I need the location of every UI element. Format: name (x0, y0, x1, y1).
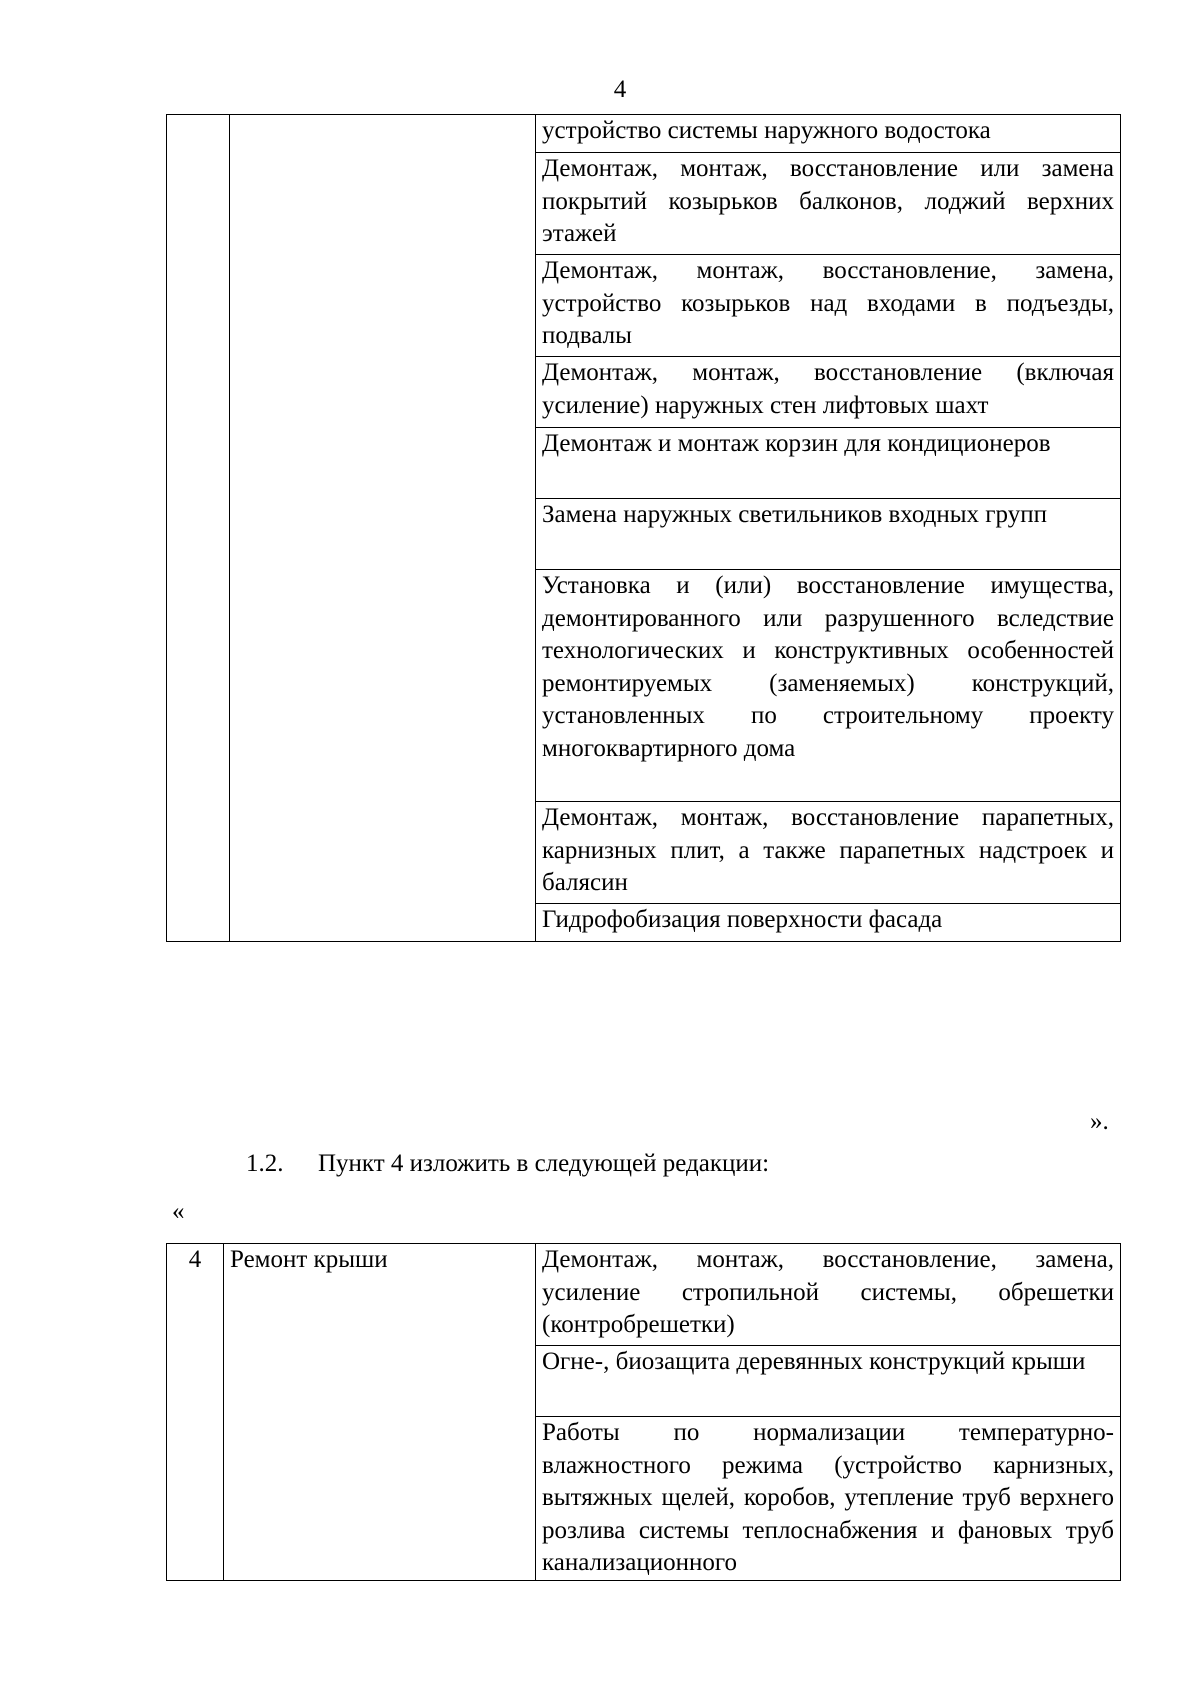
table-row (167, 115, 1121, 153)
work-cell: Демонтаж, монтаж, восстановление или замена покрытий козырьков балконов, лоджий верхних этажей (536, 153, 1121, 255)
work-cell: Огне-, биозащита деревянных конструкций крыши (536, 1346, 1121, 1417)
work-cell: Установка и (или) восстановление имущества, демонтированного или разрушенного вследствие технологических и конструктивных особенностей ремонтируемых (заменяемых) конструкций, установленных по строительному проекту многоквартирного дома (536, 570, 1121, 802)
number-cell (167, 115, 230, 942)
page-number: 4 (613, 76, 627, 103)
work-cell: Демонтаж, монтаж, восстановление (включая усиление) наружных стен лифтовых шахт (536, 357, 1121, 428)
table-row (167, 1244, 1121, 1346)
name-cell (230, 115, 536, 942)
work-cell: Демонтаж, монтаж, восстановление парапетных, карнизных плит, а также парапетных надстроек и балясин (536, 802, 1121, 904)
opening-quote: « (172, 1198, 185, 1225)
clause-paragraph (246, 1148, 769, 1181)
number-cell: 4 (167, 1244, 224, 1581)
work-cell: Демонтаж и монтаж корзин для кондиционеров (536, 428, 1121, 499)
work-cell: Гидрофобизация поверхности фасада (536, 904, 1121, 942)
work-cell: Демонтаж, монтаж, восстановление, замена, устройство козырьков над входами в подъезды, подвалы (536, 255, 1121, 357)
work-cell: Работы по нормализации температурно-влажностного режима (устройство карнизных, вытяжных щелей, коробов, утепление труб верхнего розлива системы теплоснабжения и фановых труб канализационного (536, 1417, 1121, 1581)
work-cell: Замена наружных светильников входных групп (536, 499, 1121, 570)
works-table-continued (166, 114, 1121, 942)
clause-number: 1.2. (246, 1150, 284, 1177)
work-cell: устройство системы наружного водостока (536, 115, 1121, 153)
name-cell: Ремонт крыши (224, 1244, 536, 1581)
work-cell: Демонтаж, монтаж, восстановление, замена, усиление стропильной системы, обрешетки (контробрешетки) (536, 1244, 1121, 1346)
works-table-roof (166, 1243, 1121, 1581)
closing-quote: ». (1090, 1108, 1109, 1135)
clause-text: Пункт 4 изложить в следующей редакции: (318, 1150, 770, 1177)
